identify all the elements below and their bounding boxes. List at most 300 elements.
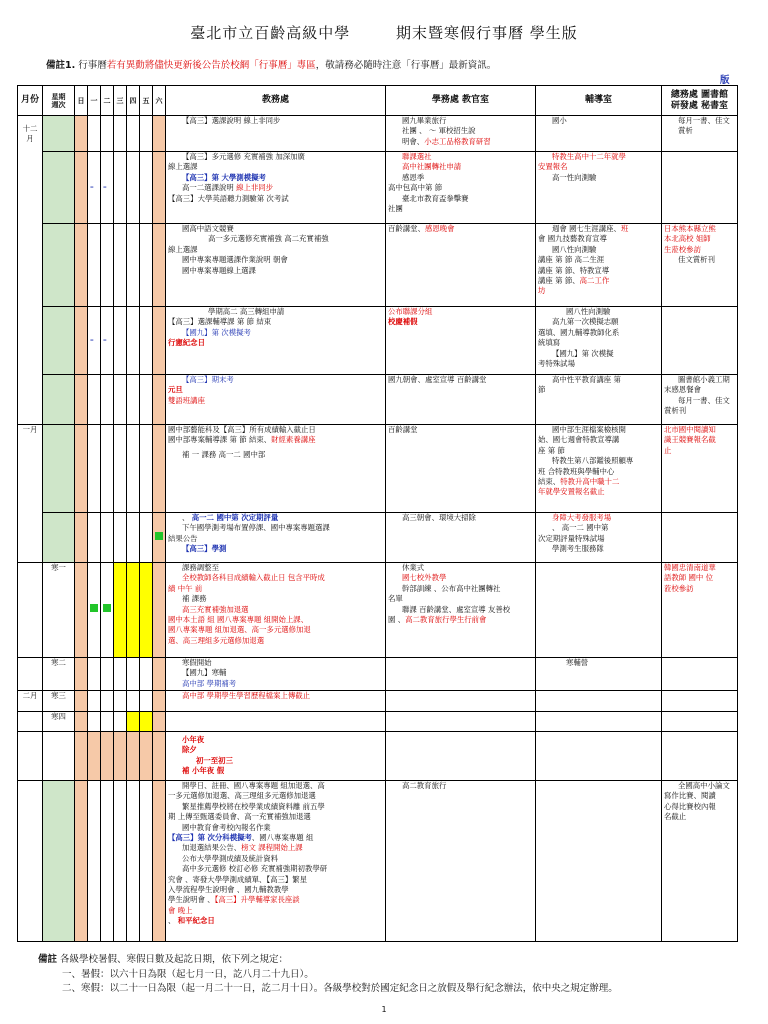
note-text-b: ，敬請務必隨時注意「行事曆」最新資訊。 bbox=[315, 60, 497, 71]
event-text: 國九畢業旅行 bbox=[402, 116, 447, 125]
day-cell bbox=[114, 658, 127, 691]
event-text: 開學日、註冊、國八專案專題 組加退選、高 bbox=[182, 781, 325, 790]
event-text: 高一多元選修充實補強 高二充實補強 bbox=[208, 234, 329, 244]
day-cell bbox=[114, 691, 127, 712]
student-cell bbox=[386, 712, 536, 732]
general-cell bbox=[662, 658, 738, 691]
week-cell bbox=[43, 116, 75, 152]
event-text: 榜文 課程開始上課 bbox=[241, 843, 303, 853]
event-text: 座 第 節 bbox=[538, 445, 565, 455]
day-cell bbox=[153, 563, 166, 658]
event-text: 入學流程學生說明會 、國九輔教教學 bbox=[168, 885, 289, 895]
footer-notes bbox=[38, 953, 618, 997]
event-text: 線上非同步 bbox=[236, 183, 274, 193]
table-row bbox=[18, 691, 738, 712]
student-cell bbox=[386, 307, 536, 375]
event-text: 次定期評量特殊試場 bbox=[538, 533, 605, 543]
week-label: 寒一 bbox=[51, 563, 66, 572]
day-cell bbox=[101, 732, 114, 781]
day-cell bbox=[127, 152, 140, 224]
event-text: 學期高二 高三轉組申請 bbox=[208, 307, 285, 316]
event-text: 講座 第 節 高二生涯 bbox=[538, 255, 605, 265]
academic-affairs-header: 教務處 bbox=[166, 86, 386, 116]
counseling-cell bbox=[536, 152, 662, 224]
event-text: 【高三】多元選修 充實補強 加深加廣 bbox=[182, 152, 305, 161]
academic-cell bbox=[166, 781, 386, 942]
week-cell bbox=[43, 712, 75, 732]
day-cell bbox=[88, 732, 101, 781]
day-cell bbox=[75, 116, 88, 152]
event-text: 國八性向測驗 bbox=[552, 244, 597, 254]
event-text: 線上選課 bbox=[168, 162, 198, 172]
event-text: 加退選結果公告、 bbox=[182, 843, 242, 853]
day-cell bbox=[101, 513, 114, 563]
event-text: 校慶補假 bbox=[388, 317, 418, 327]
general-cell bbox=[662, 712, 738, 732]
day-cell bbox=[75, 563, 88, 658]
event-text: 下午國學測考場布置停課、國中專案專題選課 bbox=[182, 523, 330, 533]
event-text: 【高三】大學英語聽力測驗第 次考試 bbox=[168, 193, 289, 203]
event-text: 除夕 bbox=[182, 745, 197, 755]
event-text: 補 課務 bbox=[182, 594, 207, 604]
event-text: 會 國九技藝教育宣導 bbox=[538, 234, 607, 244]
day-cell bbox=[75, 152, 88, 224]
marker-square bbox=[90, 604, 98, 612]
day-cell bbox=[127, 116, 140, 152]
day-cell bbox=[88, 375, 101, 425]
student-cell bbox=[386, 116, 536, 152]
event-text: 高一二選課說明 bbox=[182, 183, 234, 193]
day-cell bbox=[101, 375, 114, 425]
event-text: 【高三】選課輔導課 第 節 結束 bbox=[168, 317, 272, 327]
event-text: 休業式 bbox=[402, 563, 425, 572]
event-text: 語教師 國中 位 bbox=[664, 573, 714, 583]
general-cell bbox=[662, 116, 738, 152]
event-text: 、 高一二 國中第 bbox=[552, 523, 609, 533]
table-row bbox=[18, 732, 738, 781]
counseling-cell bbox=[536, 658, 662, 691]
event-text: 感恩季 bbox=[402, 172, 425, 182]
day-cell bbox=[140, 152, 153, 224]
event-text: 學期補考 bbox=[206, 678, 237, 688]
event-text: 寫作比賽、閱讀 bbox=[664, 791, 716, 801]
day-cell bbox=[140, 375, 153, 425]
academic-cell bbox=[166, 691, 386, 712]
event-text: 、 bbox=[168, 916, 176, 926]
event-text: 高中多元選修 校訂必修 充實補強期初教學研 bbox=[182, 864, 328, 874]
day-cell bbox=[88, 116, 101, 152]
event-text: 身障大考發服考場 bbox=[552, 513, 612, 522]
event-text: 百齡講堂、 bbox=[388, 224, 425, 233]
day-cell bbox=[140, 116, 153, 152]
student-cell bbox=[386, 658, 536, 691]
day-cell: – bbox=[88, 307, 101, 375]
academic-cell bbox=[166, 563, 386, 658]
day-cell bbox=[101, 691, 114, 712]
day-cell bbox=[140, 658, 153, 691]
day-cell bbox=[127, 781, 140, 942]
day-cell bbox=[153, 712, 166, 732]
event-text: 講座 第 節、特教宣導 bbox=[538, 265, 610, 275]
event-text: 高中部 bbox=[182, 691, 205, 700]
event-text: 結束、 bbox=[538, 477, 561, 487]
school-name: 臺北市立百齡高級中學 bbox=[190, 24, 351, 42]
event-text: 國中部生涯檔案檢核開 bbox=[552, 425, 626, 434]
day-cell: – bbox=[88, 152, 101, 224]
counseling-header: 輔導室 bbox=[536, 86, 662, 116]
day-cell bbox=[153, 425, 166, 513]
event-text: 始、國七週會特教宣導講 bbox=[538, 435, 620, 445]
event-text: 【高三】升學輔導家長座談 bbox=[214, 895, 300, 905]
table-row bbox=[18, 425, 738, 513]
day-cell bbox=[153, 658, 166, 691]
academic-cell bbox=[166, 425, 386, 513]
event-text: 每月一書、佳文 bbox=[678, 395, 730, 405]
day-cell bbox=[153, 307, 166, 375]
event-text: 特教生第八部鑑後照顧專 bbox=[552, 456, 634, 466]
event-text: 生蒞校參訪 bbox=[664, 244, 701, 254]
day-cell bbox=[153, 732, 166, 781]
general-cell bbox=[662, 307, 738, 375]
week-cell bbox=[43, 152, 75, 224]
page-number: 1 bbox=[381, 1005, 387, 1014]
table-row bbox=[18, 375, 738, 425]
week-label: 寒三 bbox=[51, 691, 66, 700]
note-label: 備註1. bbox=[46, 60, 76, 71]
student-cell bbox=[386, 375, 536, 425]
event-text: 圖書館小義工期 bbox=[678, 375, 730, 384]
counseling-cell bbox=[536, 732, 662, 781]
document-title bbox=[0, 22, 768, 43]
day-cell bbox=[88, 691, 101, 712]
day-cell bbox=[127, 513, 140, 563]
student-cell bbox=[386, 513, 536, 563]
day-cell bbox=[140, 563, 153, 658]
event-text: 【國九】第 次模擬考 bbox=[182, 327, 251, 337]
event-text: 本北高校 姐師 bbox=[664, 234, 711, 244]
counseling-cell bbox=[536, 712, 662, 732]
table-row bbox=[18, 307, 738, 375]
event-text: 末感恩餐會 bbox=[664, 385, 701, 395]
day-cell bbox=[101, 781, 114, 942]
day-cell: – bbox=[101, 307, 114, 375]
counseling-cell bbox=[536, 375, 662, 425]
student-affairs-header: 學務處 教官室 bbox=[386, 86, 536, 116]
event-text: 小年夜 bbox=[182, 735, 205, 744]
day-cell bbox=[153, 116, 166, 152]
academic-cell bbox=[166, 152, 386, 224]
event-text: 統填寫 bbox=[538, 338, 561, 348]
event-text: 高中部 bbox=[182, 678, 205, 688]
event-text: 學生說明會 、 bbox=[168, 895, 215, 905]
month-header: 月份 bbox=[18, 86, 43, 116]
event-text: 日本熊本縣立熊 bbox=[664, 224, 716, 233]
event-text: 課務調整至 bbox=[182, 563, 219, 572]
event-text: 特教生高中十二年就學 bbox=[552, 152, 626, 161]
event-text: 【國九】寒輔 bbox=[182, 668, 227, 678]
day-cell bbox=[140, 691, 153, 712]
day-cell bbox=[140, 425, 153, 513]
student-cell bbox=[386, 425, 536, 513]
day-cell bbox=[140, 781, 153, 942]
event-text: 雙語班講座 bbox=[168, 395, 205, 405]
day-cell bbox=[127, 307, 140, 375]
month-label: 十二月 bbox=[22, 124, 38, 144]
day-cell bbox=[114, 781, 127, 942]
day-header-sat: 六 bbox=[153, 86, 166, 116]
table-row bbox=[18, 152, 738, 224]
day-cell bbox=[75, 712, 88, 732]
event-text: 全國高中小論文 bbox=[678, 781, 730, 790]
event-text: 班 bbox=[620, 224, 629, 233]
day-cell bbox=[127, 732, 140, 781]
event-text: 國中專案專題選課作業說明 朝會 bbox=[182, 255, 288, 265]
student-cell bbox=[386, 732, 536, 781]
event-text: 選、高三理組多元選修加退選 bbox=[168, 635, 265, 645]
event-text: 每月一書、佳文 賞析 bbox=[678, 116, 730, 136]
day-cell bbox=[140, 712, 153, 732]
month-cell bbox=[18, 658, 43, 691]
event-text: 【國九】第 次模擬 bbox=[552, 348, 614, 358]
event-text: 選填、國九輔導教師化系 bbox=[538, 327, 620, 337]
day-cell bbox=[101, 563, 114, 658]
week-label: 寒四 bbox=[51, 712, 66, 721]
day-header-fri: 五 bbox=[140, 86, 153, 116]
day-cell bbox=[101, 712, 114, 732]
day-cell bbox=[127, 224, 140, 307]
day-header-mon: 一 bbox=[88, 86, 101, 116]
day-cell bbox=[114, 712, 127, 732]
event-text: 心得比賽校內報 bbox=[664, 801, 716, 811]
counseling-cell bbox=[536, 691, 662, 712]
calendar-table bbox=[17, 85, 738, 942]
day-cell bbox=[75, 307, 88, 375]
day-cell bbox=[127, 712, 140, 732]
day-header-wed: 三 bbox=[114, 86, 127, 116]
event-text: 和平紀念日 bbox=[177, 916, 215, 926]
event-text: 考特殊試場 bbox=[538, 359, 575, 369]
note-text-red: 若有異動將儘快更新後公告於校網「行事曆」專區 bbox=[106, 60, 316, 71]
event-text: 韓國忠清南道華 bbox=[664, 563, 716, 572]
event-text: 明會、 bbox=[402, 136, 425, 146]
table-row bbox=[18, 563, 738, 658]
event-text: 年就學安置報名截止 bbox=[538, 487, 605, 497]
note-text-a: 行事曆 bbox=[78, 60, 107, 71]
event-text: 補 一 課務 高一二 國中部 bbox=[182, 449, 266, 459]
event-text: 寒假開始 bbox=[182, 658, 212, 667]
event-text: 幹部訓練 、公布高中社團轉社 bbox=[402, 583, 501, 593]
counseling-cell bbox=[536, 307, 662, 375]
day-cell bbox=[88, 563, 101, 658]
day-cell bbox=[114, 116, 127, 152]
week-cell bbox=[43, 425, 75, 513]
day-cell bbox=[75, 224, 88, 307]
day-cell bbox=[114, 425, 127, 513]
event-text: 佳文賞析刊 bbox=[678, 255, 715, 265]
event-text: 國七校外教學 bbox=[402, 573, 447, 583]
event-text: 【高三】期末考 bbox=[182, 375, 234, 384]
general-cell bbox=[662, 563, 738, 658]
event-text: 國中專案專題線上選課 bbox=[182, 265, 256, 275]
day-cell bbox=[75, 375, 88, 425]
general-affairs-header: 總務處 圖書館 研發處 秘書室 bbox=[662, 86, 738, 116]
event-text: 財經素養講座 bbox=[271, 435, 316, 445]
student-cell bbox=[386, 152, 536, 224]
event-text: 、國八專案專題 組 bbox=[251, 833, 314, 843]
day-cell bbox=[114, 513, 127, 563]
table-row bbox=[18, 513, 738, 563]
event-text: 聯課選社 bbox=[402, 152, 432, 161]
event-text: 高三充實補強加退選 bbox=[182, 604, 249, 614]
event-text: 班 合特教班與學輔中心 bbox=[538, 466, 615, 476]
table-row bbox=[18, 781, 738, 942]
event-text: 高中社團轉社申請 bbox=[402, 162, 462, 172]
footer-item-winter: 二、寒假：以二十一日為限（起一月二十一日，訖二月十日）。各級學校對於國定紀念日之放假及舉行紀念辦法，依中央之規定辦理。 bbox=[62, 983, 618, 994]
counseling-cell bbox=[536, 116, 662, 152]
month-label: 二月 bbox=[22, 691, 38, 700]
event-text: 臺北市教育盃拳擊賽 bbox=[402, 193, 469, 203]
student-cell bbox=[386, 563, 536, 658]
top-note bbox=[46, 57, 496, 71]
event-text: 高中包高中第 節 bbox=[388, 183, 443, 193]
event-text: 高二教育旅行 bbox=[402, 781, 447, 790]
event-text: 【高三】學測 bbox=[182, 544, 227, 554]
marker-square bbox=[155, 532, 163, 540]
academic-cell bbox=[166, 658, 386, 691]
academic-cell bbox=[166, 307, 386, 375]
general-cell bbox=[662, 224, 738, 307]
day-cell bbox=[153, 152, 166, 224]
day-cell bbox=[114, 375, 127, 425]
day-header-thu: 四 bbox=[127, 86, 140, 116]
general-cell bbox=[662, 781, 738, 942]
week-cell bbox=[43, 732, 75, 781]
event-text: 園 、 bbox=[388, 615, 406, 625]
day-cell bbox=[140, 513, 153, 563]
table-row bbox=[18, 712, 738, 732]
event-text: 高中性平教育講座 第 bbox=[552, 375, 621, 384]
general-cell bbox=[662, 425, 738, 513]
day-cell bbox=[101, 658, 114, 691]
week-cell bbox=[43, 307, 75, 375]
week-cell bbox=[43, 375, 75, 425]
month-cell bbox=[18, 732, 43, 781]
event-text: 高一二 國中第 次定期評量 bbox=[191, 513, 279, 522]
week-label: 寒二 bbox=[51, 658, 66, 667]
table-row bbox=[18, 224, 738, 307]
event-text: 國中部專案輔導課 第 節 結束、 bbox=[168, 435, 272, 445]
day-cell bbox=[127, 375, 140, 425]
event-text: 會 晚上 bbox=[168, 905, 193, 915]
event-text: 國八性向測驗 bbox=[566, 307, 611, 316]
academic-cell bbox=[166, 732, 386, 781]
day-cell bbox=[140, 307, 153, 375]
day-cell bbox=[114, 307, 127, 375]
day-cell bbox=[153, 513, 166, 563]
general-cell bbox=[662, 691, 738, 712]
event-text: 國中本土語 組 國八專案專題 組開始上課、 bbox=[168, 615, 309, 625]
event-text: 百齡講堂 bbox=[388, 425, 418, 434]
day-cell bbox=[140, 732, 153, 781]
week-header: 星期 週次 bbox=[43, 86, 75, 116]
event-text: 初一至初三 bbox=[196, 755, 233, 765]
general-cell bbox=[662, 375, 738, 425]
event-text: 高二工作 bbox=[579, 276, 610, 286]
event-text: 社團 、 ～ 軍校招生說 bbox=[402, 126, 476, 136]
month-label: 一月 bbox=[22, 425, 38, 434]
event-text: 名單 bbox=[388, 594, 403, 604]
event-text: 高二教育旅行學生行前會 bbox=[405, 615, 487, 625]
month-cell-jan bbox=[18, 425, 43, 563]
footer-label: 備註 bbox=[38, 954, 58, 965]
day-cell bbox=[114, 732, 127, 781]
day-cell bbox=[114, 224, 127, 307]
student-cell bbox=[386, 781, 536, 942]
day-header-tue: 二 bbox=[101, 86, 114, 116]
week-cell bbox=[43, 563, 75, 658]
event-text: 國小 bbox=[552, 116, 567, 125]
footer-text: 各級學校暑假、寒假日數及起訖日期，依下列之規定： bbox=[57, 954, 289, 965]
calendar-title: 期末暨寒假行事曆 學生版 bbox=[396, 24, 578, 42]
event-text: 坊 bbox=[538, 286, 546, 296]
student-cell bbox=[386, 691, 536, 712]
counseling-cell bbox=[536, 513, 662, 563]
event-text: 社團 bbox=[388, 204, 403, 214]
counseling-cell bbox=[536, 781, 662, 942]
event-text: 感恩晚會 bbox=[424, 224, 455, 233]
day-cell bbox=[88, 712, 101, 732]
event-text: 安置報名 bbox=[538, 162, 568, 172]
event-text: 聯課 百齡講堂、處室宣導 友善校 bbox=[402, 604, 511, 614]
day-cell bbox=[88, 658, 101, 691]
day-cell bbox=[127, 658, 140, 691]
academic-cell bbox=[166, 712, 386, 732]
day-cell bbox=[127, 425, 140, 513]
week-cell bbox=[43, 691, 75, 712]
event-text: 績 中午 前 bbox=[168, 583, 203, 593]
general-cell bbox=[662, 732, 738, 781]
event-text: 繁星推薦學校將在校學業成績資料離 前五學 bbox=[182, 801, 325, 811]
day-header-sun: 日 bbox=[75, 86, 88, 116]
day-cell: – bbox=[101, 152, 114, 224]
event-text: 【高三】第 大學測模擬考 bbox=[182, 172, 266, 182]
academic-cell bbox=[166, 375, 386, 425]
event-text: 蒞校參訪 bbox=[664, 583, 694, 593]
month-cell bbox=[18, 712, 43, 732]
table-row bbox=[18, 116, 738, 152]
footer-item-summer: 一、暑假：以六十日為限（起七月一日，訖八月二十九日）。 bbox=[62, 968, 314, 980]
event-text: 【高三】選課說明 線上非同步 bbox=[182, 116, 281, 125]
header-row bbox=[18, 86, 738, 116]
event-text: 北市國中閱讀知 bbox=[664, 425, 716, 434]
event-text: 期 上傳至甄選委員會、高一充實補強加退選 bbox=[168, 812, 311, 822]
week-cell bbox=[43, 224, 75, 307]
event-text: 週會 國七生涯講座、 bbox=[552, 224, 621, 233]
month-cell-feb bbox=[18, 691, 43, 712]
day-cell bbox=[88, 513, 101, 563]
day-cell bbox=[140, 224, 153, 307]
event-text: 行憲紀念日 bbox=[168, 338, 205, 348]
academic-cell bbox=[166, 116, 386, 152]
week-cell bbox=[43, 658, 75, 691]
version-label: 版 bbox=[720, 75, 730, 86]
event-text: 國中教育會考校內報名作業 bbox=[182, 822, 271, 832]
event-text: 小志工品格教育研習 bbox=[424, 136, 491, 146]
day-cell bbox=[114, 152, 127, 224]
table-row bbox=[18, 658, 738, 691]
week-cell bbox=[43, 513, 75, 563]
event-text: 賞析刊 bbox=[664, 406, 687, 416]
